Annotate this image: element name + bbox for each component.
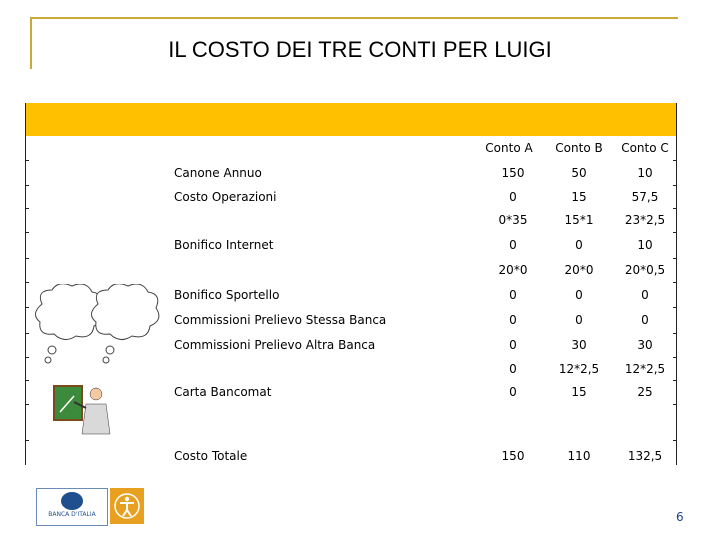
row-divider — [25, 185, 29, 186]
cell-value: 0 — [509, 288, 517, 302]
cell-value: 0 — [509, 190, 517, 204]
cell-value: 15 — [571, 190, 587, 204]
row-label: Bonifico Internet — [174, 238, 274, 252]
row-divider — [25, 380, 29, 381]
row-divider — [25, 208, 29, 209]
cell-value: 10 — [637, 166, 653, 180]
cell-value: 20*0 — [564, 263, 594, 277]
row-label: Costo Totale — [174, 449, 248, 463]
cell-value: 12*2,5 — [624, 362, 666, 376]
bank-seal-icon — [61, 492, 83, 510]
slide-title: IL COSTO DEI TRE CONTI PER LUIGI — [168, 37, 552, 62]
row-divider — [673, 357, 677, 358]
row-divider — [673, 404, 677, 405]
row-divider — [25, 440, 29, 441]
cell-value: 0 — [641, 288, 649, 302]
row-divider — [25, 232, 29, 233]
cell-value: 57,5 — [631, 190, 659, 204]
table-header-band — [25, 103, 677, 136]
cell-value: 0 — [509, 238, 517, 252]
cell-value: 50 — [571, 166, 587, 180]
row-divider — [673, 185, 677, 186]
row-divider — [673, 380, 677, 381]
accessibility-person-icon — [110, 488, 144, 524]
row-divider — [673, 307, 677, 308]
cell-value: 0 — [575, 238, 583, 252]
cell-value: 110 — [567, 449, 591, 463]
row-divider — [673, 282, 677, 283]
cell-value: 150 — [501, 166, 525, 180]
cell-value: 0 — [509, 338, 517, 352]
cell-value: 30 — [637, 338, 653, 352]
cell-value: 0 — [509, 385, 517, 399]
cell-value: 20*0,5 — [624, 263, 666, 277]
cell-value: 30 — [571, 338, 587, 352]
column-header: Conto B — [555, 141, 603, 155]
cell-value: 25 — [637, 385, 653, 399]
top-accent-line — [30, 17, 678, 19]
cell-value: 0*35 — [498, 213, 528, 227]
row-divider — [25, 357, 29, 358]
row-divider — [25, 307, 29, 308]
row-divider — [673, 160, 677, 161]
cell-value: 0 — [509, 362, 517, 376]
banca-italia-logo — [36, 488, 108, 526]
cell-value: 20*0 — [498, 263, 528, 277]
cell-value: 0 — [575, 313, 583, 327]
cell-value: 23*2,5 — [624, 213, 666, 227]
thought-bubble-icon — [30, 284, 160, 370]
page-number: 6 — [676, 510, 684, 524]
row-divider — [25, 333, 29, 334]
row-divider — [25, 160, 29, 161]
row-label: Canone Annuo — [174, 166, 262, 180]
row-label: Carta Bancomat — [174, 385, 272, 399]
row-label: Costo Operazioni — [174, 190, 277, 204]
row-divider — [673, 258, 677, 259]
logo-text: BANCA D'ITALIA — [48, 511, 96, 518]
cell-value: 150 — [501, 449, 525, 463]
row-divider — [673, 208, 677, 209]
row-divider — [673, 232, 677, 233]
row-label: Commissioni Prelievo Stessa Banca — [174, 313, 387, 327]
row-divider — [673, 440, 677, 441]
table-left-border — [25, 103, 26, 465]
cell-value: 15*1 — [564, 213, 594, 227]
column-header: Conto A — [485, 141, 533, 155]
table-right-border — [676, 103, 677, 465]
cell-value: 12*2,5 — [558, 362, 600, 376]
cell-value: 0 — [641, 313, 649, 327]
cell-value: 0 — [509, 313, 517, 327]
row-divider — [673, 333, 677, 334]
row-label: Commissioni Prelievo Altra Banca — [174, 338, 376, 352]
column-header: Conto C — [621, 141, 669, 155]
cell-value: 132,5 — [627, 449, 663, 463]
accessibility-logo — [110, 488, 144, 524]
row-divider — [25, 282, 29, 283]
cell-value: 15 — [571, 385, 587, 399]
row-divider — [25, 404, 29, 405]
teacher-at-board-icon — [52, 382, 114, 440]
cell-value: 0 — [575, 288, 583, 302]
cell-value: 10 — [637, 238, 653, 252]
row-divider — [25, 258, 29, 259]
row-label: Bonifico Sportello — [174, 288, 280, 302]
